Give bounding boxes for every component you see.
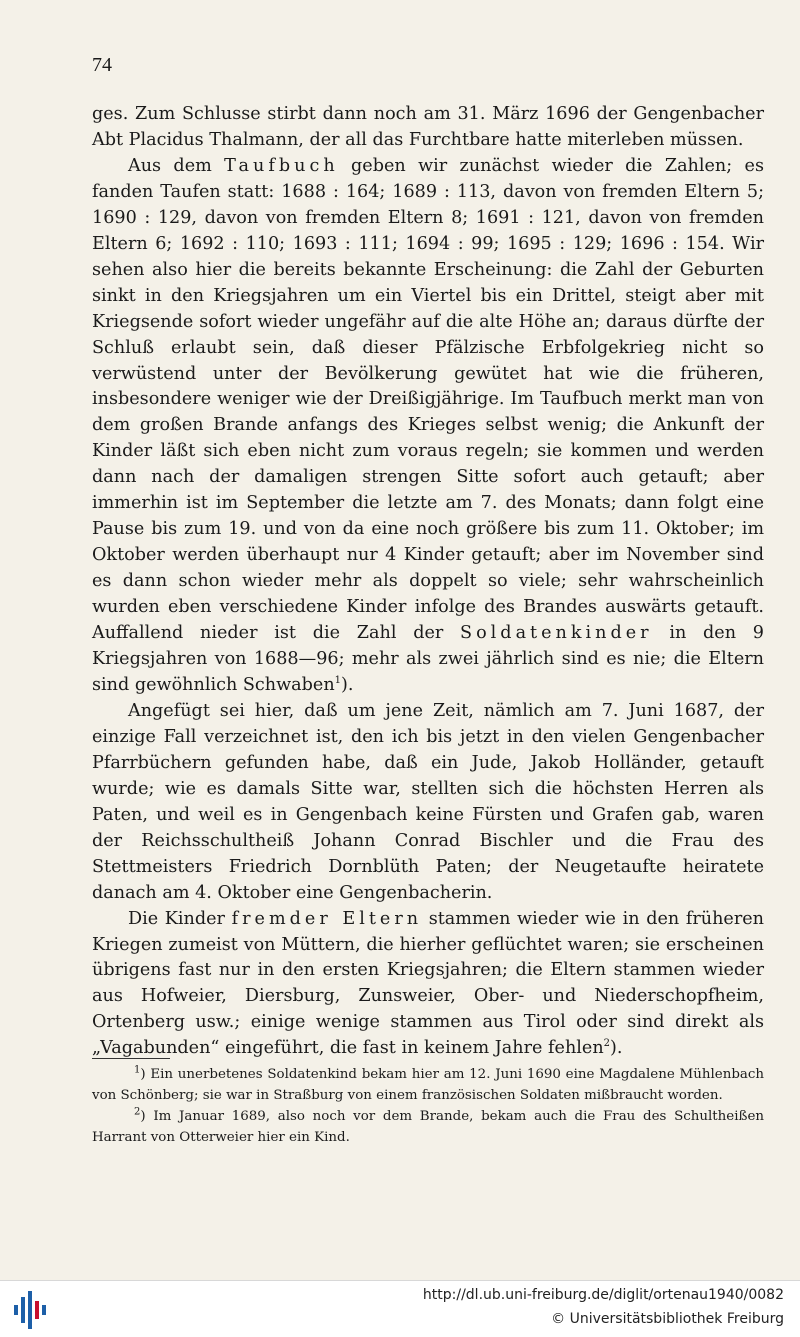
text-run: geben wir zunächst wieder die Zahlen; es fanden Taufen statt: 1688 : 164; 1689 : 113, davon von fremden Eltern 5; 1690 : 129, davon von fremden Eltern 8; 1691 : 121, davon von fremden Eltern 6; 1692 : 110; 1693 : 111; 1694 : 99; 1695 : 129; 1696 : 154. Wir sehen also hier die bereits bekannte Erscheinung: die Zahl der Geburten sinkt in den Kriegsjahren um ein Viertel bis ein Drittel, steigt aber mit Kriegsende sofort wieder ungefähr auf die alte Höhe an; daraus dürfte der Schluß erlaubt sein, daß dieser Pfälzische Erbfolgekrieg nicht so verwüstend unter der Bevölkerung gewütet hat wie die früheren, insbesondere weniger wie der Dreißigjährige. Im Taufbuch merkt man von dem großen Brande anfangs des Krieges selbst wenig; die Ankunft der Kinder läßt sich eben nicht zum voraus regeln; sie kommen und werden dann nach der damaligen strengen Sitte sofort auch getauft; aber immerhin ist im September die letzte am 7. des Monats; dann folgt eine Pause bis zum 19. und von da eine noch größere bis zum 11. Oktober; im Oktober werden überhaupt nur 4 Kinder getauft; aber im November sind es dann schon wieder mehr als doppelt so viele; sehr wahrscheinlich wurden eben verschiedene Kinder infolge des Brandes auswärts getauft. Auffallend nieder ist die Zahl der [92, 155, 764, 644]
footnote-text: Im Januar 1689, also noch vor dem Brande, bekam auch die Frau des Schultheißen Harrant von Otterweier hier ein Kind. [92, 1109, 764, 1145]
footnote [92, 1064, 764, 1106]
copyright-notice: © Universitätsbibliothek Freiburg [551, 1311, 784, 1327]
text-run: Angefügt sei hier, daß um jene Zeit, nämlich am 7. Juni 1687, der einzige Fall verzeichnet ist, den ich bis jetzt in den vielen Gengenbacher Pfarrbüchern gefunden habe, daß ein Jude, Jakob Holländer, getauft wurde; wie es damals Sitte war, stellten sich die höchsten Herren als Paten, und weil es in Gengenbach keine Fürsten und Grafen gab, waren der Reichsschultheiß Johann Conrad Bischler und die Frau des Stettmeisters Friedrich Dornblüth Paten; der Neugetaufte heiratete danach am 4. Oktober eine Gengenbacherin. [92, 700, 764, 903]
emphasized-spaced-text: fremder Eltern [231, 908, 423, 929]
paragraph [92, 907, 764, 1063]
text-run: Aus dem [128, 155, 225, 176]
page-number: 74 [92, 54, 112, 76]
footnote-mark-paren: ) [140, 1067, 151, 1082]
footnotes [92, 1064, 764, 1148]
paragraph [92, 699, 764, 907]
text-run: ). [341, 674, 354, 695]
footnote-reference: 2 [603, 1038, 611, 1050]
footnote-rule [92, 1058, 170, 1059]
text-run: Die Kinder [128, 908, 232, 929]
ub-freiburg-logo-icon[interactable] [10, 1289, 52, 1331]
footnote-text: Ein unerbetenes Soldatenkind bekam hier am 12. Juni 1690 eine Magdalene Mühlenbach von Schönberg; sie war in Straßburg von einem französischen Soldaten mißbraucht worden. [92, 1067, 764, 1103]
text-run: in den 9 Kriegsjahren von 1688—96; mehr als zwei jährlich sind es nie; die Eltern sind gewöhnlich Schwaben [92, 623, 764, 695]
text-run: stammen wieder wie in den früheren Kriegen zumeist von Müttern, die hierher geflüchtet waren; sie erscheinen übrigens fast nur in den ersten Kriegsjahren; die Eltern stammen wieder aus Hofweier, Diersburg, Zunsweier, Ober- und Niederschopfheim, Ortenberg usw.; einige wenige stammen aus Tirol oder sind direkt als „Vagabunden“ eingeführt, die fast in keinem Jahre fehlen [92, 908, 764, 1059]
paragraph [92, 102, 764, 154]
text-run: ). [610, 1038, 623, 1059]
permalink-url[interactable]: http://dl.ub.uni-freiburg.de/diglit/ortenau1940/0082 [422, 1287, 784, 1303]
footnote [92, 1106, 764, 1148]
emphasized-spaced-text: Taufbuch [224, 155, 339, 176]
text-run: ges. Zum Schlusse stirbt dann noch am 31. März 1696 der Gengenbacher Abt Placidus Thalmann, der all das Furchtbare hatte miterleben müssen. [92, 104, 764, 150]
emphasized-spaced-text: Soldatenkinder [460, 623, 653, 644]
footnote-mark: 1 [134, 1064, 141, 1076]
footnote-mark: 2 [134, 1106, 141, 1118]
footnote-mark-paren: ) [140, 1109, 154, 1124]
paragraph [92, 154, 764, 699]
footnote-reference: 1 [334, 675, 342, 687]
body-text [92, 102, 764, 1062]
viewer-footer [0, 1280, 800, 1337]
